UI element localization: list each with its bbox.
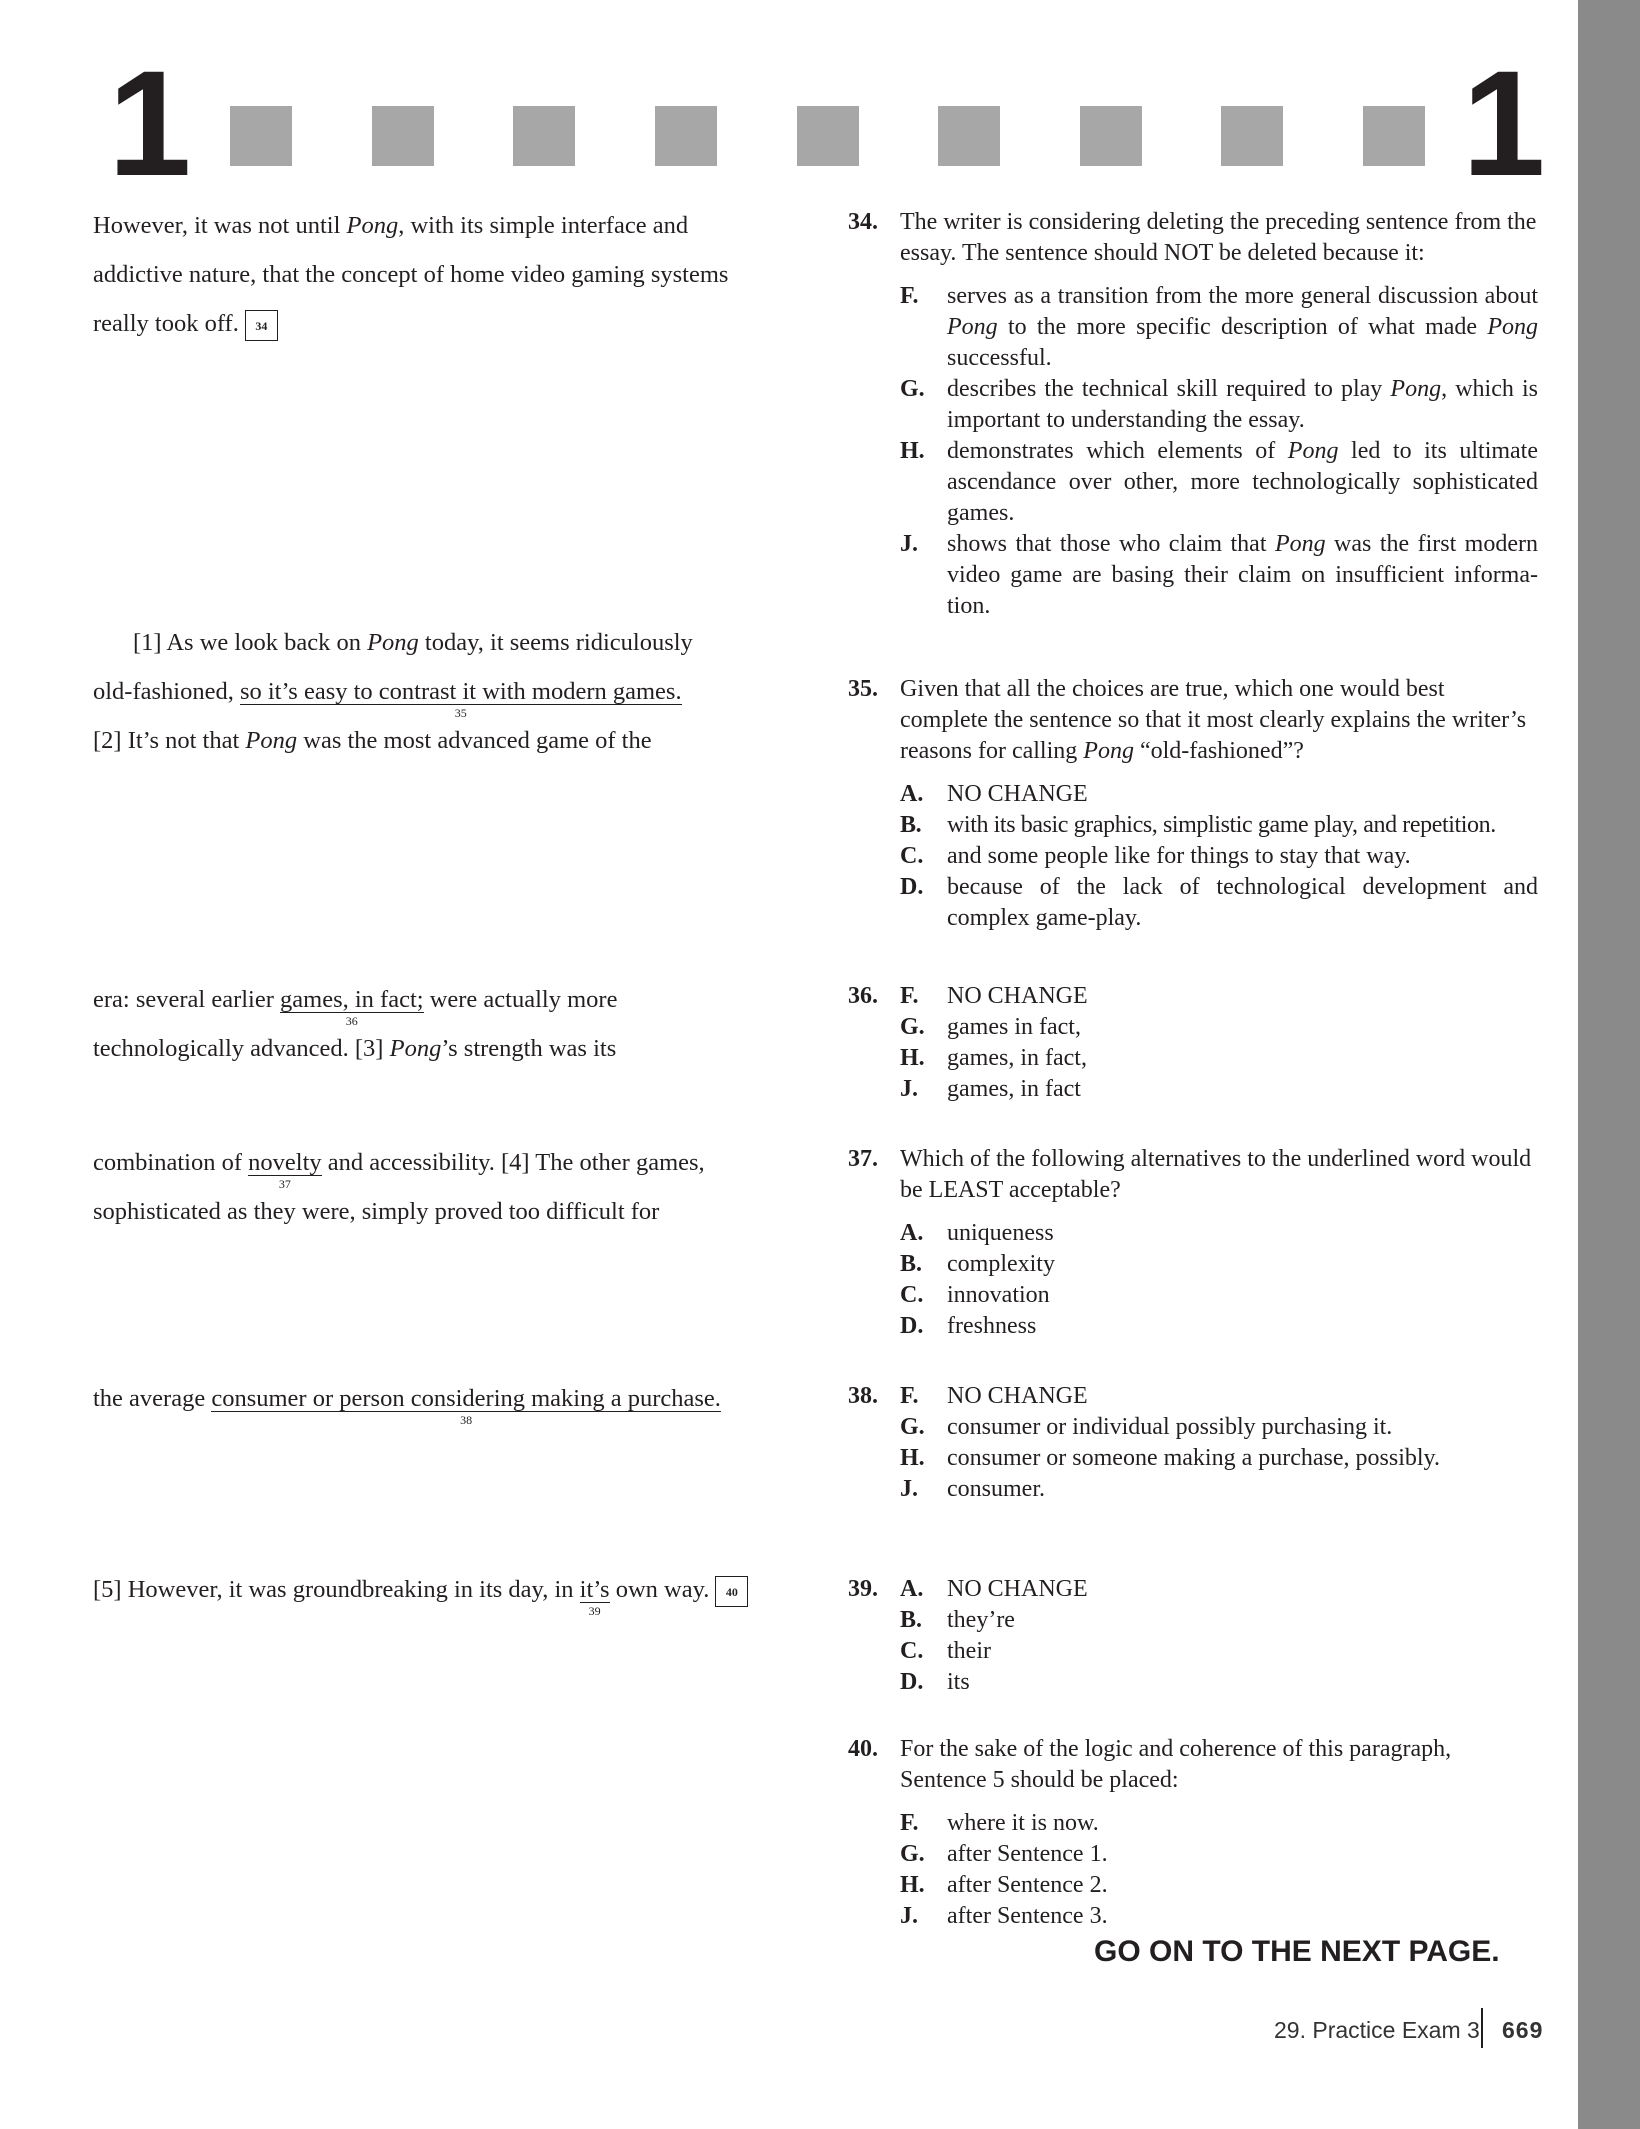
question-35	[848, 674, 1538, 934]
underlined-portion-39[interactable]: it’s 39	[579, 1576, 610, 1618]
header-square	[797, 106, 859, 166]
header-square	[513, 106, 575, 166]
passage-line: [1] As we look back on Pong today, it seems ridiculously	[133, 629, 693, 656]
choice-f[interactable]: F. serves as a transition from the more general discussion about Pong to the more specific description of what made Pong successful.	[900, 283, 1538, 371]
question-38	[848, 1381, 1538, 1505]
choice-f[interactable]: F. NO CHANGE	[900, 1383, 1088, 1409]
question-number: 39.	[848, 1576, 878, 1602]
choice-h[interactable]: H. consumer or someone making a purchase, possibly.	[900, 1445, 1440, 1471]
footer-chapter: 29. Practice Exam 3	[1274, 2017, 1480, 2043]
choice-b[interactable]: B. with its basic graphics, simplistic game play, and repetition.	[900, 812, 1496, 838]
choice-g[interactable]: G. consumer or individual possibly purchasing it.	[900, 1414, 1393, 1440]
choice-b[interactable]: B. they’re	[900, 1607, 1015, 1633]
passage-line: really took off. 34	[93, 309, 278, 341]
passage-line: the average consumer or person considering making a purchase. 38	[93, 1385, 721, 1427]
passage-line: [5] However, it was groundbreaking in its day, in it’s 39 own way. 40	[93, 1575, 748, 1607]
passage-line: sophisticated as they were, simply proved too difficult for	[93, 1198, 660, 1225]
question-40	[848, 1734, 1538, 1932]
choice-f[interactable]: F. NO CHANGE	[900, 983, 1088, 1009]
header-square	[230, 106, 292, 166]
underlined-portion-38[interactable]: consumer or person considering making a purchase. 38	[211, 1385, 721, 1427]
choice-j[interactable]: J. consumer.	[900, 1476, 1045, 1502]
underline-number: 39	[588, 1604, 601, 1618]
choice-d[interactable]: D. freshness	[900, 1313, 1037, 1339]
question-34	[848, 207, 1538, 622]
choice-j[interactable]: J. after Sentence 3.	[900, 1903, 1108, 1929]
choice-c[interactable]: C. and some people like for things to stay that way.	[900, 843, 1411, 869]
choice-j[interactable]: J. shows that those who claim that Pong was the first modern video game are basing their claim on insufficient informa-tion.	[900, 531, 1538, 619]
passage-line: However, it was not until Pong, with its simple interface and	[93, 212, 689, 239]
passage-line: [2] It’s not that Pong was the most advanced game of the	[93, 727, 652, 754]
question-36	[848, 981, 1538, 1105]
choice-c[interactable]: C. their	[900, 1638, 991, 1664]
underlined-portion-35[interactable]: so it’s easy to contrast it with modern games. 35	[239, 678, 682, 720]
question-number: 35.	[848, 676, 878, 702]
question-box-40[interactable]: 40	[715, 1576, 748, 1607]
passage-line: addictive nature, that the concept of home video gaming systems	[93, 261, 729, 288]
header-square	[655, 106, 717, 166]
underlined-portion-36[interactable]: games, in fact; 36	[280, 986, 424, 1028]
underline-number: 37	[278, 1177, 291, 1191]
header-square	[372, 106, 434, 166]
question-number: 37.	[848, 1146, 878, 1172]
choice-g[interactable]: G. after Sentence 1.	[900, 1841, 1108, 1867]
question-number: 38.	[848, 1383, 878, 1409]
choice-h[interactable]: H. after Sentence 2.	[900, 1872, 1108, 1898]
choice-a[interactable]: A. NO CHANGE	[900, 781, 1088, 807]
question-stem: For the sake of the logic and coherence of this paragraph, Sentence 5 should be placed:	[900, 1736, 1452, 1793]
right-edge-bar	[1578, 0, 1640, 2129]
header-square	[938, 106, 1000, 166]
passage-line: combination of novelty 37 and accessibility. [4] The other games,	[93, 1149, 705, 1191]
choice-b[interactable]: B. complexity	[900, 1251, 1055, 1277]
underlined-portion-37[interactable]: novelty 37	[248, 1149, 322, 1191]
choice-f[interactable]: F. where it is now.	[900, 1810, 1099, 1836]
header-square	[1363, 106, 1425, 166]
question-number: 36.	[848, 983, 878, 1009]
choice-h[interactable]: H. demonstrates which elements of Pong led to its ultimate ascendance over other, more technologically sophisticated games.	[900, 438, 1538, 526]
section-number-right: 1	[1462, 39, 1542, 207]
choice-j[interactable]: J. games, in fact	[900, 1076, 1081, 1102]
choice-h[interactable]: H. games, in fact,	[900, 1045, 1087, 1071]
underline-number: 38	[460, 1413, 473, 1427]
choice-g[interactable]: G. games in fact,	[900, 1014, 1081, 1040]
question-39	[848, 1574, 1538, 1698]
question-stem: Which of the following alternatives to the underlined word would be LEAST acceptable?	[900, 1146, 1532, 1203]
question-box-34[interactable]: 34	[245, 310, 278, 341]
choice-a[interactable]: A. uniqueness	[900, 1220, 1054, 1246]
choice-d[interactable]: D. its	[900, 1669, 970, 1695]
page-number: 669	[1502, 2017, 1544, 2043]
header-square	[1080, 106, 1142, 166]
passage-line: technologically advanced. [3] Pong’s strength was its	[93, 1035, 617, 1062]
header-square	[1221, 106, 1283, 166]
section-number-left: 1	[108, 39, 188, 207]
question-stem: The writer is considering deleting the preceding sentence from the essay. The sentence should NOT be deleted because it:	[900, 209, 1537, 266]
passage-line: era: several earlier games, in fact; 36 were actually more	[93, 986, 618, 1028]
underline-number: 36	[345, 1014, 358, 1028]
question-number: 34.	[848, 209, 878, 235]
question-stem: Given that all the choices are true, which one would best complete the sentence so that it most clearly explains the writer’s reasons for calling Pong “old-fashioned”?	[900, 676, 1527, 764]
passage-line: old-fashioned, so it’s easy to contrast it with modern games. 35	[93, 678, 682, 720]
question-number: 40.	[848, 1736, 878, 1762]
choice-d[interactable]: D. because of the lack of technological development and complex game-play.	[900, 874, 1538, 931]
footer-divider	[1481, 2008, 1483, 2048]
choice-c[interactable]: C. innovation	[900, 1282, 1050, 1308]
question-37	[848, 1144, 1538, 1342]
underline-number: 35	[454, 706, 467, 720]
go-on-notice: GO ON TO THE NEXT PAGE.	[1094, 1935, 1500, 1968]
choice-g[interactable]: G. describes the technical skill required to play Pong, which is important to understanding the essay.	[900, 376, 1538, 433]
choice-a[interactable]: A. NO CHANGE	[900, 1576, 1088, 1602]
